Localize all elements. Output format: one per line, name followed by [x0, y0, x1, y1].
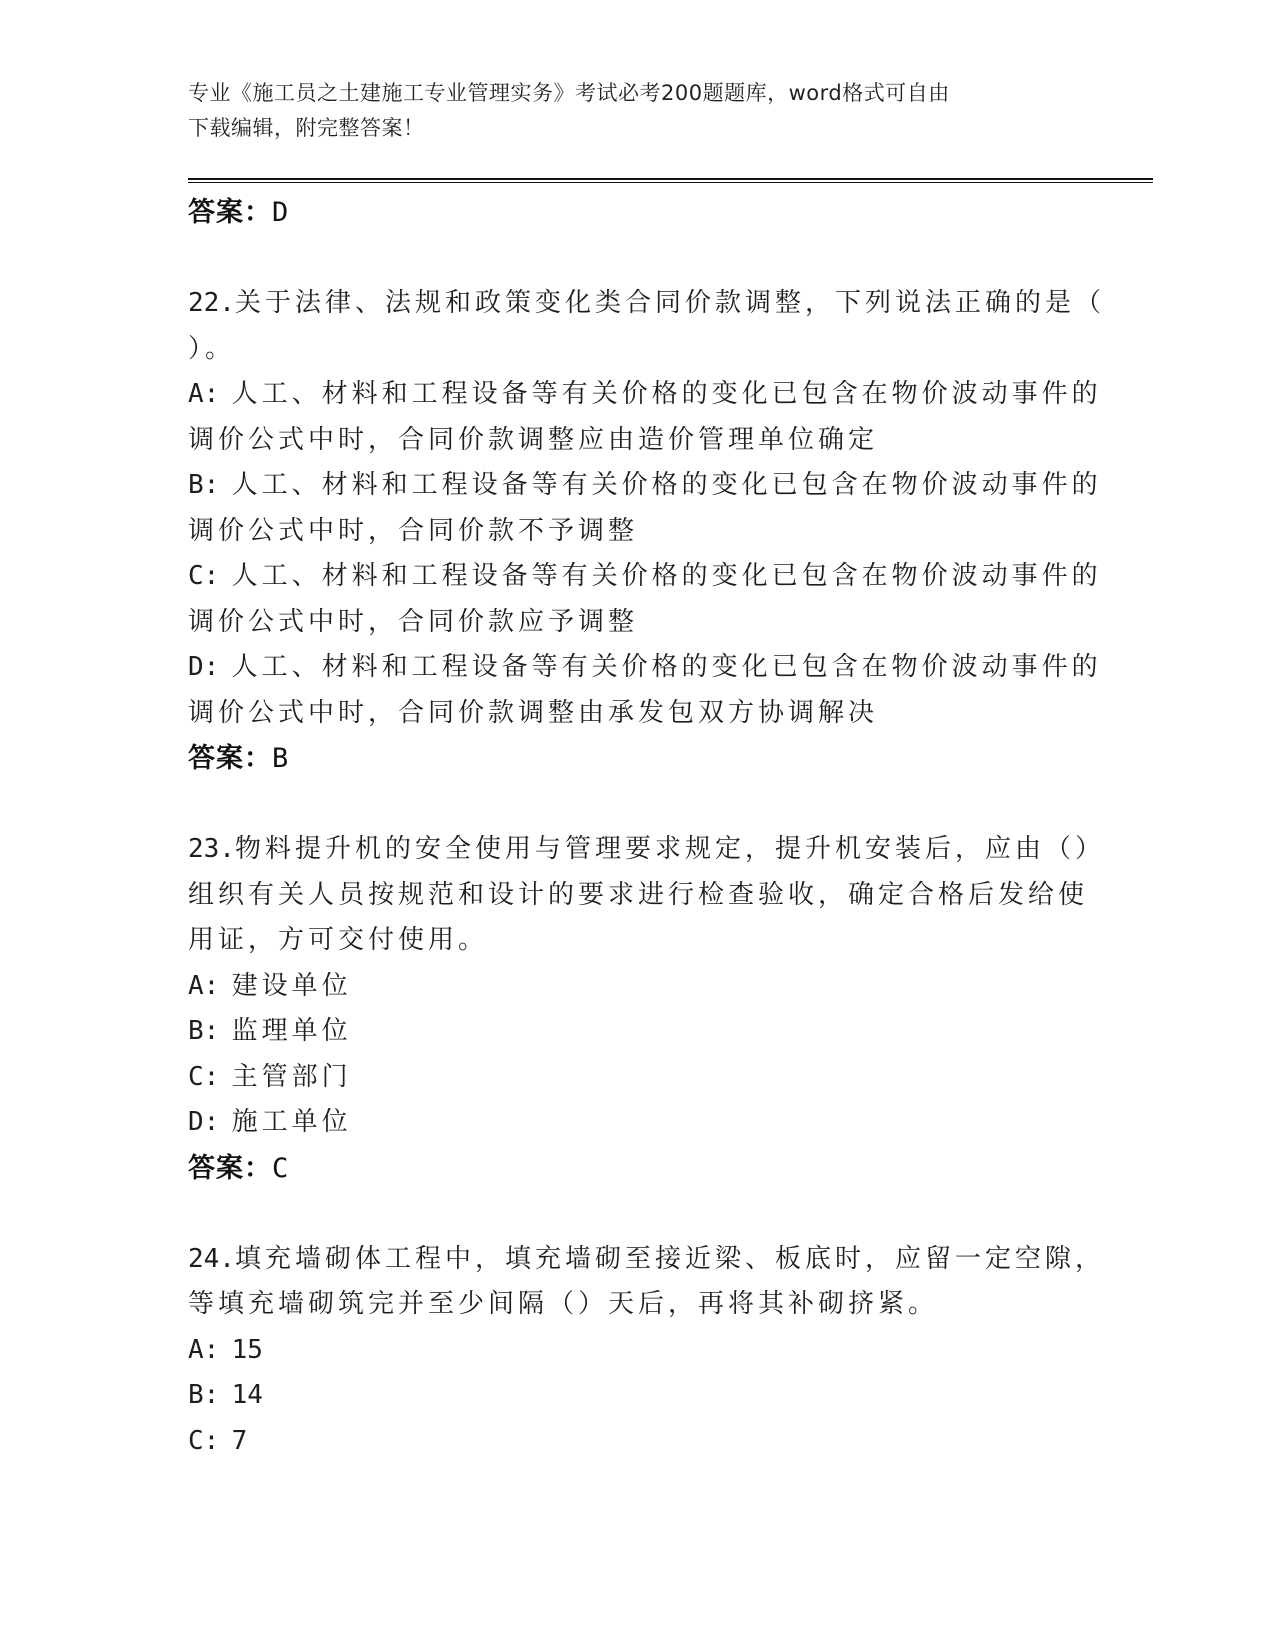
option-b-cont: 调价公式中时，合同价款不予调整 [188, 515, 639, 546]
option-c-cont: 调价公式中时，合同价款应予调整 [188, 606, 639, 637]
answer-value: C [272, 1152, 290, 1184]
answer-value: D [272, 197, 290, 228]
question-stem-line: 组织有关人员按规范和设计的要求进行检查验收，确定合格后发给使 [188, 879, 1089, 910]
question-stem-line [188, 1237, 1105, 1283]
question-stem-line: 用证，方可交付使用。 [188, 925, 489, 955]
option-letter: C: [188, 1061, 220, 1092]
option-b [188, 1373, 1088, 1419]
option-letter: C: [188, 561, 220, 591]
option-letter: A: [188, 970, 220, 1001]
answer-line [188, 736, 1088, 782]
option-d-cont: 调价公式中时，合同价款调整由承发包双方协调解决 [188, 697, 879, 728]
answer-label: 答案： [188, 743, 272, 774]
question-22 [188, 281, 1105, 782]
option-letter: B: [188, 1380, 220, 1410]
question-stem-line: ）。 [188, 333, 236, 364]
header-line-1: 专业《施工员之土建施工专业管理实务》考试必考200题题库，word格式可自由 [188, 81, 950, 105]
question-stem-line [188, 281, 1105, 327]
answer-label: 答案： [188, 1152, 272, 1184]
option-text: 14 [231, 1380, 263, 1410]
option-a [188, 1328, 1088, 1374]
option-text: 人工、材料和工程设备等有关价格的变化已包含在物价波动事件的 [231, 470, 1102, 500]
option-text: 人工、材料和工程设备等有关价格的变化已包含在物价波动事件的 [231, 561, 1102, 591]
option-text: 人工、材料和工程设备等有关价格的变化已包含在物价波动事件的 [231, 379, 1102, 409]
question-stem-line [188, 827, 1105, 873]
option-text: 建设单位 [231, 970, 352, 1001]
option-c [188, 1055, 1088, 1101]
option-letter: B: [188, 470, 220, 500]
option-text: 主管部门 [231, 1061, 352, 1092]
header-rule-thin [188, 182, 1153, 183]
question-number: 23. [188, 834, 235, 864]
question-stem-text: 填充墙砌体工程中，填充墙砌至接近梁、板底时，应留一定空隙， [234, 1243, 1105, 1274]
option-text: 施工单位 [231, 1107, 352, 1137]
option-letter: B: [188, 1016, 220, 1046]
question-23 [188, 827, 1105, 1191]
option-text: 15 [231, 1334, 263, 1365]
header-rule-thick [188, 178, 1153, 180]
spacer [188, 782, 1088, 828]
question-number: 24. [188, 1243, 235, 1274]
option-letter: A: [188, 379, 220, 409]
spacer [188, 1191, 1088, 1237]
option-letter: A: [188, 1334, 220, 1365]
question-stem-text: 物料提升机的安全使用与管理要求规定，提升机安装后，应由（） [234, 834, 1105, 864]
document-body [188, 190, 1105, 1464]
question-stem-text: 关于法律、法规和政策变化类合同价款调整，下列说法正确的是（ [234, 288, 1105, 318]
option-c [188, 1419, 1088, 1465]
option-a [188, 372, 1102, 418]
option-text: 7 [231, 1425, 248, 1456]
answer-line [188, 1146, 1088, 1192]
option-b [188, 463, 1102, 509]
option-c [188, 554, 1102, 600]
option-letter: D: [188, 652, 220, 682]
question-24 [188, 1237, 1105, 1465]
option-a [188, 964, 1088, 1010]
option-letter: D: [188, 1107, 220, 1137]
option-a-cont: 调价公式中时，合同价款调整应由造价管理单位确定 [188, 424, 879, 455]
option-text: 人工、材料和工程设备等有关价格的变化已包含在物价波动事件的 [231, 652, 1102, 682]
option-b [188, 1009, 1088, 1055]
answer-label: 答案： [188, 197, 272, 228]
question-stem-line: 等填充墙砌筑完并至少间隔（）天后，再将其补砌挤紧。 [188, 1289, 939, 1319]
document-header [188, 76, 1068, 146]
option-text: 监理单位 [231, 1016, 352, 1046]
header-line-2: 下载编辑，附完整答案！ [188, 116, 425, 140]
answer-line [188, 190, 1088, 236]
option-letter: C: [188, 1425, 220, 1456]
option-d [188, 645, 1102, 691]
spacer [188, 236, 1088, 282]
option-d [188, 1100, 1088, 1146]
question-number: 22. [188, 288, 235, 318]
answer-value: B [272, 743, 290, 774]
